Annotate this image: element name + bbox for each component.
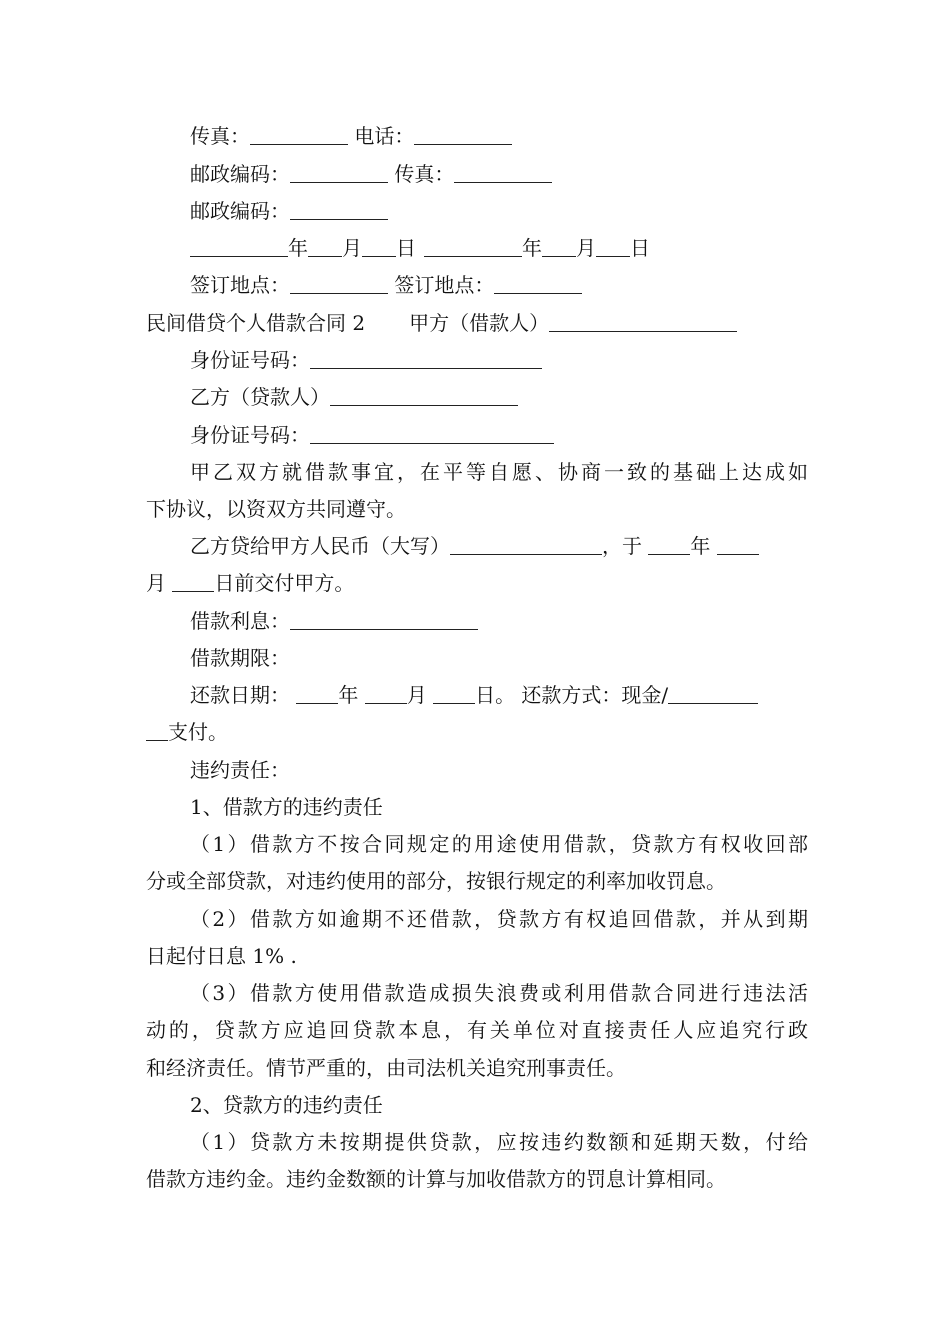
year-blank [296,683,338,704]
clause-text: （1）借款方不按合同规定的用途使用借款，贷款方有权收回部 [190,832,808,856]
amount-blank [450,534,602,555]
signing-place-blank [290,273,388,294]
id-number-blank [310,348,542,369]
year-label: 年 [522,236,542,260]
signing-place-line [190,270,808,300]
date-line [190,233,808,263]
fax-label: 传真： [190,124,250,148]
year-blank [190,236,288,257]
payment-method-blank [146,720,168,741]
section-heading: 违约责任： [190,758,290,782]
postcode-blank [290,162,388,183]
id-number-blank [310,423,554,444]
id-number-label: 身份证号码： [190,423,310,447]
phone-blank [414,124,512,145]
month-label: 月 [576,236,596,260]
signing-place-blank [494,273,582,294]
repayment-date-label: 还款日期： [190,683,297,707]
party-b-line [190,382,808,412]
party-b-blank [330,385,518,406]
postcode-blank [290,199,388,220]
year-label: 年 [690,534,717,558]
clause-text: 和经济责任。情节严重的，由司法机关追究刑事责任。 [146,1056,626,1080]
fax-phone-line [190,121,808,151]
clause-text: 日起付日息 1% . [146,944,297,968]
body-text: 甲乙双方就借款事宜，在平等自愿、协商一致的基础上达成如 [190,460,808,484]
party-a-blank [549,311,737,332]
month-blank [542,236,576,257]
day-blank [596,236,630,257]
phone-label: 电话： [348,124,415,148]
month-label: 月 [406,683,434,707]
payment-line [146,717,808,747]
id-number-line [190,420,808,450]
postcode-line [190,196,808,226]
loan-delivery-line [146,568,808,598]
fax-label: 传真： [388,162,455,186]
month-blank [717,534,759,555]
payment-text: 支付。 [168,720,228,744]
clause-text: （1）贷款方未按期提供贷款，应按违约数额和延期天数，付给 [190,1130,808,1154]
postcode-label: 邮政编码： [190,199,290,223]
loan-term-line: 借款期限： [190,646,290,670]
payment-method-blank [668,683,758,704]
contract-title-line [146,308,808,338]
year-label: 年 [338,683,365,707]
day-blank [362,236,396,257]
signing-place-label: 签订地点： [190,273,290,297]
id-number-label: 身份证号码： [190,348,310,372]
month-label: 月 [146,571,173,595]
year-blank [648,534,690,555]
interest-blank [290,609,478,630]
subsection-heading: 2、贷款方的违约责任 [190,1093,383,1117]
interest-line [190,606,808,636]
day-label: 日 [630,236,650,260]
fax-blank [454,162,552,183]
party-b-label: 乙方（贷款人） [190,385,330,409]
repayment-method-label: 日。 还款方式：现金/ [475,683,669,707]
fax-blank [250,124,348,145]
clause-text: （3）借款方使用借款造成损失浪费或利用借款合同进行违法活 [190,981,808,1005]
body-text: 下协议，以资双方共同遵守。 [146,497,406,521]
repayment-line [190,680,808,710]
clause-text: （2）借款方如逾期不还借款，贷款方有权追回借款，并从到期 [190,907,808,931]
clause-text: 借款方违约金。违约金数额的计算与加收借款方的罚息计算相同。 [146,1167,726,1191]
day-blank [172,571,214,592]
loan-amount-label: 乙方贷给甲方人民币（大写） [190,534,450,558]
id-number-line [190,345,808,375]
year-label: 年 [288,236,308,260]
postcode-label: 邮政编码： [190,162,290,186]
clause-text: 分或全部贷款，对违约使用的部分，按银行规定的利率加收罚息。 [146,869,726,893]
loan-comma: ，于 [602,534,649,558]
day-label: 日 [396,236,416,260]
delivery-text: 日前交付甲方。 [214,571,355,595]
clause-text: 动的，贷款方应追回贷款本息，有关单位对直接责任人应追究行政 [146,1018,808,1042]
month-label: 月 [342,236,362,260]
party-a-label: 甲方（借款人） [409,311,550,335]
year-blank [424,236,522,257]
interest-label: 借款利息： [190,609,290,633]
subsection-heading: 1、借款方的违约责任 [190,795,383,819]
day-blank [433,683,475,704]
month-blank [308,236,342,257]
contract-title: 民间借贷个人借款合同 2 [146,311,366,335]
signing-place-label: 签订地点： [388,273,495,297]
postcode-fax-line [190,159,808,189]
loan-amount-line [190,531,808,561]
month-blank [365,683,407,704]
